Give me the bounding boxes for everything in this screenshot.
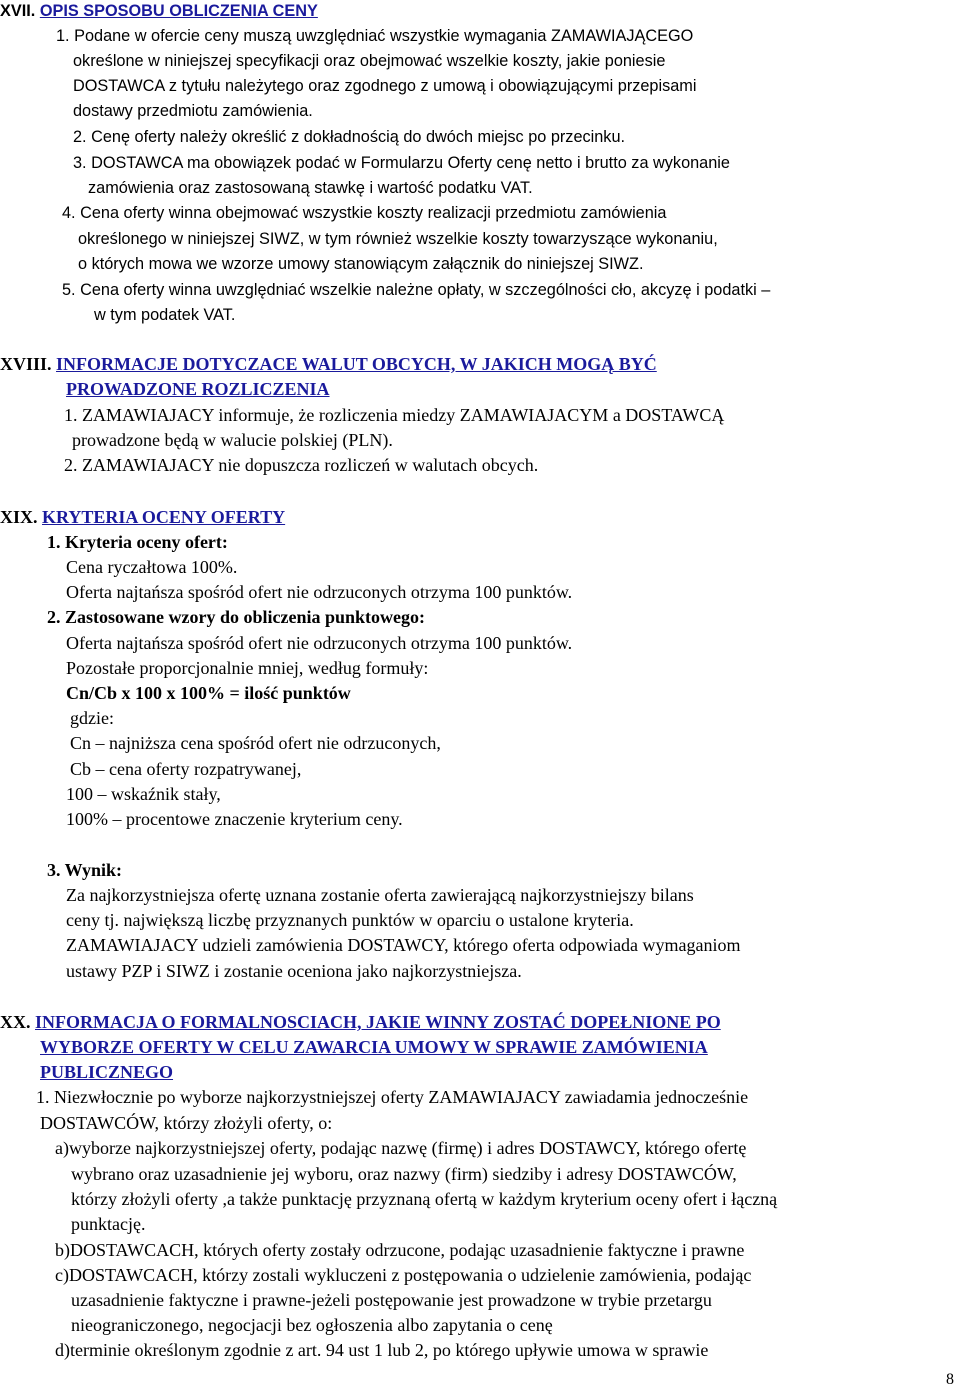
paragraph-line: ceny tj. największą liczbę przyznanych punktów w oparciu o ustalone kryteria. [66,910,634,930]
section-18-heading [0,355,657,373]
paragraph-line: a)wyborze najkorzystniejszej oferty, podając nazwę (firmę) i adres DOSTAWCY, którego ofertę [55,1138,747,1158]
paragraph-line: określonego w niniejszej SIWZ, w tym również wszelkie koszty towarzyszące wykonaniu, [78,230,718,248]
paragraph-line: DOSTAWCÓW, którzy złożyli oferty, o: [40,1113,333,1133]
paragraph-line: 1. Niezwłocznie po wyborze najkorzystniejszej oferty ZAMAWIAJACY zawiadamia jednocześnie [36,1087,749,1107]
section-number: XX. [0,1012,31,1032]
paragraph-line: 2. Cenę oferty należy określić z dokładnością do dwóch miejsc po przecinku. [73,128,626,146]
paragraph-line: dostawy przedmiotu zamówienia. [73,102,313,120]
paragraph-line: ZAMAWIAJACY udzieli zamówienia DOSTAWCY, którego oferta odpowiada wymaganiom [66,935,741,955]
paragraph-line: Cb – cena oferty rozpatrywanej, [70,759,302,779]
section-number: XVIII. [0,354,52,374]
paragraph-line: prowadzone będą w walucie polskiej (PLN). [72,430,393,450]
section-title-continued: WYBORZE OFERTY W CELU ZAWARCIA UMOWY W SPRAWIE ZAMÓWIENIA [40,1037,708,1057]
paragraph-line: b)DOSTAWCACH, których oferty zostały odrzucone, podając uzasadnienie faktyczne i prawne [55,1240,745,1260]
paragraph-line: o których mowa we wzorze umowy stanowiącym załącznik do niniejszej SIWZ. [78,255,644,273]
section-title-continued: PROWADZONE ROZLICZENIA [66,379,330,399]
paragraph-line: gdzie: [70,708,114,728]
paragraph-line: którzy złożyli oferty ,a także punktację przyznaną ofertą w każdym kryterium oceny ofert i łączną [71,1189,778,1209]
subheading: 2. Zastosowane wzory do obliczenia punktowego: [47,607,426,627]
section-title: KRYTERIA OCENY OFERTY [42,507,286,527]
section-number: XIX. [0,507,38,527]
paragraph-line: 5. Cena oferty winna uwzględniać wszelkie należne opłaty, w szczególności cło, akcyzę i podatki – [62,281,771,299]
section-17-heading [0,3,318,19]
section-title: INFORMACJE DOTYCZACE WALUT OBCYCH, W JAKICH MOGĄ BYĆ [56,354,657,374]
section-title: OPIS SPOSOBU OBLICZENIA CENY [39,2,318,20]
paragraph-line: Pozostałe proporcjonalnie mniej, według formuły: [66,658,429,678]
paragraph-line: 100% – procentowe znaczenie kryterium ceny. [66,809,403,829]
paragraph-line: Cena ryczałtowa 100%. [66,557,238,577]
paragraph-line: 1. ZAMAWIAJACY informuje, że rozliczenia miedzy ZAMAWIAJACYM a DOSTAWCĄ [64,405,725,425]
section-19-heading [0,508,285,526]
paragraph-line: Za najkorzystniejsza ofertę uznana zostanie oferta zawierającą najkorzystniejszy bilans [66,885,694,905]
paragraph-line: wybrano oraz uzasadnienie jej wyboru, oraz nazwy (firm) siedziby i adresy DOSTAWCÓW, [71,1164,737,1184]
paragraph-line: w tym podatek VAT. [94,306,236,324]
paragraph-line: c)DOSTAWCACH, którzy zostali wykluczeni z postępowania o udzielenie zamówienia, podając [55,1265,752,1285]
paragraph-line: DOSTAWCA z tytułu należytego oraz zgodnego z umową i obowiązującymi przepisami [73,77,697,95]
section-title: INFORMACJA O FORMALNOSCIACH, JAKIE WINNY ZOSTAĆ DOPEŁNIONE PO [35,1012,721,1032]
paragraph-line: 3. DOSTAWCA ma obowiązek podać w Formularzu Oferty cenę netto i brutto za wykonanie [73,154,730,172]
paragraph-line: uzasadnienie faktyczne i prawne-jeżeli postępowanie jest prowadzone w trybie przetargu [71,1290,712,1310]
subheading: 1. Kryteria oceny ofert: [47,532,228,552]
subheading: 3. Wynik: [47,860,123,880]
paragraph-line: 1. Podane w ofercie ceny muszą uwzględniać wszystkie wymagania ZAMAWIAJĄCEGO [56,27,694,45]
paragraph-line: 4. Cena oferty winna obejmować wszystkie koszty realizacji przedmiotu zamówienia [62,204,667,222]
formula: Cn/Cb x 100 x 100% = ilość punktów [66,683,351,703]
paragraph-line: zamówienia oraz zastosowaną stawkę i wartość podatku VAT. [88,179,533,197]
paragraph-line: d)terminie określonym zgodnie z art. 94 ust 1 lub 2, po którego upływie umowa w sprawie [55,1340,709,1360]
paragraph-line: Cn – najniższa cena spośród ofert nie odrzuconych, [70,733,441,753]
paragraph-line: 2. ZAMAWIAJACY nie dopuszcza rozliczeń w walutach obcych. [64,455,539,475]
section-title-continued: PUBLICZNEGO [40,1062,174,1082]
section-number: XVII. [0,2,36,20]
paragraph-line: 100 – wskaźnik stały, [66,784,221,804]
paragraph-line: określone w niniejszej specyfikacji oraz obejmować wszelkie koszty, jakie poniesie [73,52,666,70]
paragraph-line: punktację. [71,1214,146,1234]
page-number: 8 [946,1371,954,1388]
paragraph-line: Oferta najtańsza spośród ofert nie odrzuconych otrzyma 100 punktów. [66,633,573,653]
paragraph-line: nieograniczonego, negocjacji bez ogłoszenia albo zapytania o cenę [71,1315,553,1335]
paragraph-line: ustawy PZP i SIWZ i zostanie oceniona jako najkorzystniejsza. [66,961,522,981]
section-20-heading [0,1013,721,1031]
paragraph-line: Oferta najtańsza spośród ofert nie odrzuconych otrzyma 100 punktów. [66,582,573,602]
